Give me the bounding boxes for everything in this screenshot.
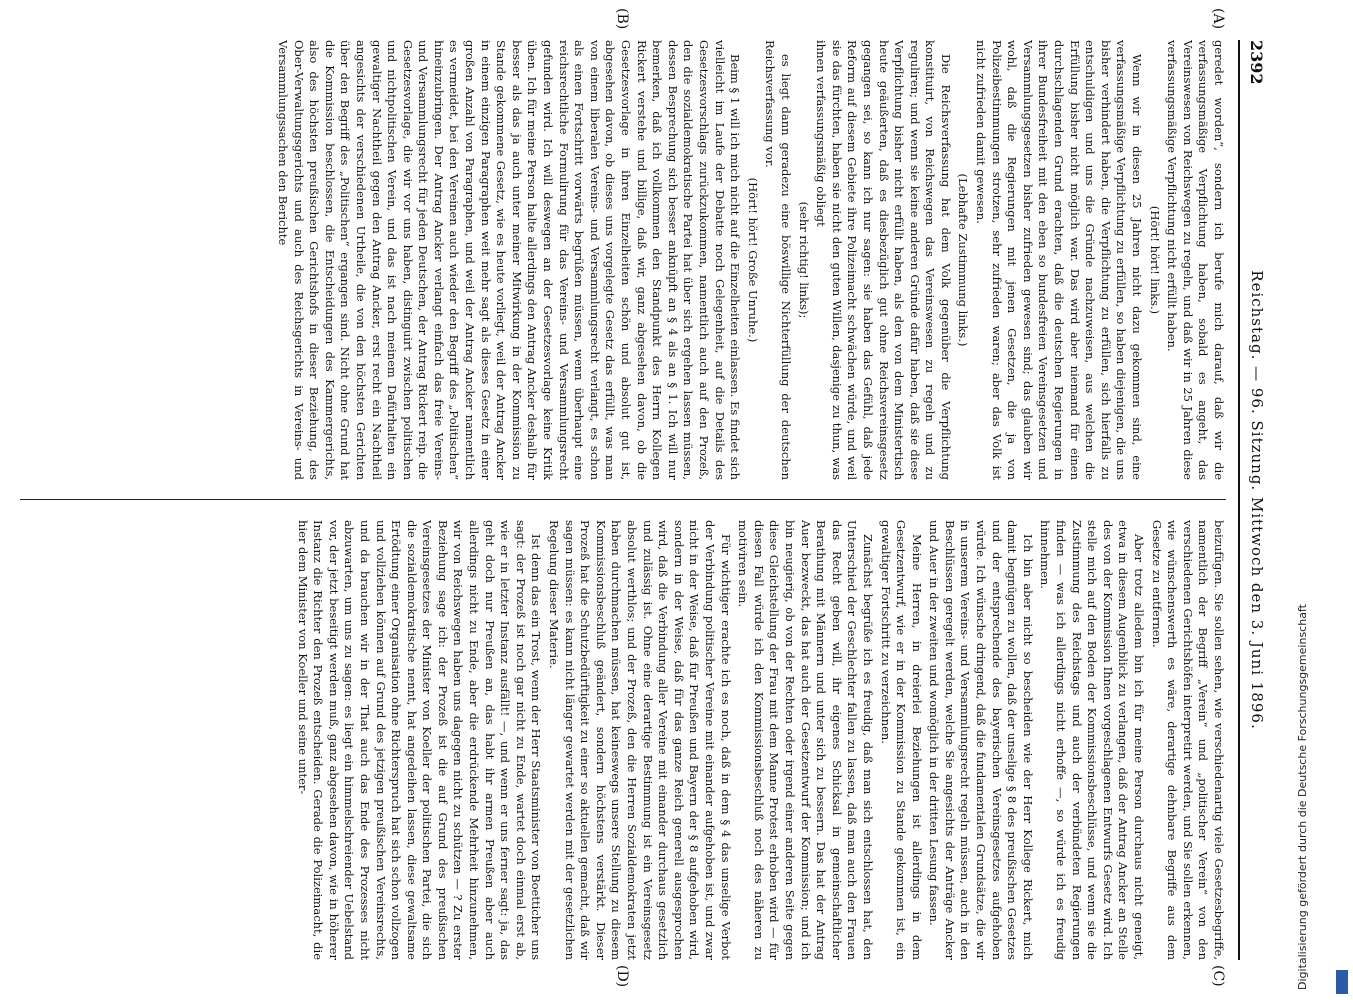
paragraph: Zunächst begrüße ich es freudig, daß man sich entschlossen hat, den Unterschied der Geschlechter fallen zu lassen, daß man auch den Frauen das Recht geben will, ihr eigenes Schicksal in gemeinschaftlicher Berathung mit Männern und unter sich zu bessern. Das hat der Antrag Auer bezweckt, das hat auch der Gesetzentwurf der Kommission; und ich bin neugierig, ob von der Rechten oder irgend einer anderen Seite gegen diese Gleichstellung der Frau mit dem Manne Protest erhoben wird — für diesen Fall würde ich den Kommissionsbeschluß noch des näheren zu motiviren sein.: [736, 520, 875, 960]
paragraph: Aber trotz alledem bin ich für meine Person durchaus nicht geneigt, etwa in diesem Augenblick zu verlangen, daß der Antrag Ancker an Stelle des von der Kommission Ihnen vorgeschlagenen Entwurfs Gesetz wird. Ich stelle mich auf den Boden der Kommissionsbeschlüsse, und wenn sie die Zustimmung des Reichstags und auch der verbündeten Regierungen finden — was ich allerdings nicht erhoffe —, so würde ich es freudig hinnehmen.: [1038, 520, 1147, 960]
page-number: 2392: [1247, 40, 1266, 85]
paragraph: beizufügen. Sie sollen sehen, wie verschiedenartig viele Gesetzesbegriffe, namentlich der Begriff „Verein“ und „politischer Verein“ von den verschiedenen Gerichtshöfen interpretirt werden, und Sie sollen erkennen, wie wünschenswerth es wäre, derartige dehnbare Begriffe aus dem Gesetze zu entfernen.: [1149, 520, 1226, 960]
paragraph: Meine Herren, in dreierlei Beziehungen ist allerdings in dem Gesetzentwurf, wie er in der Kommission zu Stande gekommen ist, ein gewaltiger Fortschritt zu verzeichnen.: [878, 520, 924, 960]
margin-marker-c: (C): [1210, 965, 1226, 987]
document-page: [20, 8, 1270, 988]
interjection: (Hört! hört! links.): [1147, 205, 1162, 315]
margin-marker-a: (A): [1210, 8, 1226, 30]
left-column: [20, 40, 1226, 480]
paragraph: Beim § 1 will ich mich nicht auf die Einzelheiten einlassen. Es findet sich vielleicht im Laufe der Debatte noch Gelegenheit, auf die Details des Gesetzesvorschlags zurückzukommen, namentlich auch auf den Prozeß, den die sozialdemokratische Partei hat über sich ergehen lassen müssen, dessen Besprechung sich besser anknüpft an § 4 als an § 1. Ich will nur bemerken, daß ich vollkommen den Standpunkt des Herrn Kollegen Rickert verstehe und billige, daß wir, ganz abgesehen davon, ob die Gesetzesvorlage in ihren Einzelheiten schön und absolut gut ist, abgesehen davon, ob dieses uns vorgelegte Gesetz das erfüllt, was man von einem liberalen Vereins- und Versammlungsrecht verlangt, es schon als einen Fortschritt vorwärts begrüßen müssen, wenn überhaupt eine reichsrechtliche Formulirung für das Vereins- und Versammlungsrecht gefunden wird. Ich will deswegen an der Gesetzesvorlage keine Kritik üben. Ich für meine Person halte allerdings den Antrag Ancker deshalb für besser als das ja auch unter meiner Mitwirkung in der Kommission zu Stande gekommene Gesetz, wie es heute vorliegt, weil der Antrag Ancker in einem einzigen Paragraphen weit mehr sagt als dieses Gesetz in einer großen Anzahl von Paragraphen, und weil der Antrag Ancker namentlich es vermeidet, bei den Vereinen auch wieder den Begriff des „Politischen“ hineinzubringen. Der Antrag Ancker verlangt einfach das freie Vereins- und Versammlungsrecht für jeden Deutschen, der Antrag Rickert reip. die Gesetzesvorlage, die wir vor uns haben, distinguirt zwischen politischen und nichtpolitischen Verein, und das ist nach meinem Dafürhalten ein gewaltiger Nachtheil gegen den Antrag Ancker, erst recht ein Nachtheil angesichts der verschiedenen Urtheile, die von den höchsten Gerichten über den Begriff des „Politischen“ ergangen sind. Nicht ohne Grund hat die Kommission beschlossen, die Entscheidungen des Kammergerichts, also des höchsten preußischen Gerichtshofs in dieser Beziehung, des Ober-Verwaltungsgerichts und auch des Reichsgerichts in Vereins- und Versammlungssachen den Berichte: [275, 40, 743, 480]
digitization-credit: [1290, 0, 1353, 1000]
right-column: [20, 520, 1226, 960]
paragraph: es liegt dann geradezu eine böswillige Nichterfüllung der deutschen Reichsverfassung vor.: [763, 40, 793, 480]
interjection: (sehr richtig! links);: [796, 201, 811, 319]
margin-marker-b: (B): [614, 8, 630, 30]
paragraph: Wenn wir in diesen 25 Jahren nicht dazu gekommen sind, eine verfassungsmäßige Verpflichtung zu erfüllen, so haben diejenigen, die uns bisher verhindert haben, die Verpflichtung zu erfüllen, sich hierfalls zu entschuldigen und uns die Gründe nachzuweisen, aus welchen die Erfüllung bisher nicht möglich war. Das wird aber niemand für einen durchschlagenden Grund erachten, daß die deutschen Regierungen in ihrer Bundesfreiheit mit den eben so bundesfreien Vereinsgesetzen und Versammlungsgesetzen bisher zufrieden gewesen sind; das glauben wir wohl, daß die Regierungen mit jenen Gesetzen, die ja von Polizeibestimmungen strotzen, sehr zufrieden waren; aber das Volk ist nicht zufrieden damit gewesen.: [974, 40, 1145, 480]
paragraph: Die Reichsverfassung hat dem Volk gegenüber die Verpflichtung konstituirt, von Reichswegen das Vereinswesen zu regeln und zu reguliren; und wenn sie keine anderen Gründe dafür haben, daß sie diese Verpflichtung bisher nicht erfüllt haben, als den von dem Ministertisch heute geäußerten, daß es diesbezüglich gut ohne Reichsvereinsgesetz gegangen sei, so kann ich nur sagen: sie haben das Gefühl, daß jede Reform auf diesem Gebiete ihre Polizeimacht schwächen würde, und weil sie das fürchten, haben sie nicht den guten Willen, dasjenige zu thun, was ihnen verfassungsmäßig obliegt: [814, 40, 953, 480]
column-divider: [20, 499, 1226, 500]
credit-text: Digitalisierung gefördert durch die Deutsche Forschungsgemeinschaft: [1296, 604, 1309, 990]
interjection: (Lebhafte Zustimmung links.): [956, 173, 971, 347]
margin-marker-d: (D): [614, 965, 630, 988]
paragraph: Ich bin aber nicht so bescheiden wie der Herr Kollege Rickert, mich damit begnügen zu wollen, daß der unselige § 8 des preußischen Gesetzes und der entsprechende des bayerischen Vereinsgesetzes aufgehoben würde. Ich wünsche dringend, daß die fundamentalen Grundsätze, die wir in unserem Vereins- und Versammlungsrecht regeln müssen, auch in den Beschlüssen geregelt werden, welche Sie angesichts der Anträge Ancker und Auer in der zweiten und womöglich in der dritten Lesung fassen.: [927, 520, 1035, 960]
running-head: Reichstag. — 96. Sitzung. Mittwoch den 3. Juni 1896.: [1248, 270, 1266, 730]
page-header: [1238, 40, 1270, 960]
paragraph: geredet worden“, sondern ich berufe mich darauf, daß wir die verfassungsmäßige Verpflichtung haben, sobald es angeht, das Vereinswesen von Reichswegen zu regeln, und daß wir in 25 Jahren diese verfassungsmäßige Verpflichtung nicht erfüllt haben.: [1165, 40, 1226, 480]
interjection: (Hört! hört! Große Unruhe.): [745, 177, 760, 343]
dfg-logo-icon: [1336, 970, 1348, 994]
paragraph: Ist denn das ein Trost, wenn der Herr Staatsminister von Boetticher uns sagt: der Prozeß ist noch gar nicht zu Ende, wartet doch einmal erst ab, wie er in letzter Instanz ausfällt! —, und wenn er uns ferner sagt: ja, das geht doch nur Preußen an, das habt ihr armen Preußen aber auch allerdings nicht zu Ende, aber die erdrückende Mehrheit hinzunehmen, wir von Reichswegen haben uns dagegen nicht zu schützen — ? Zu erster Beziehung sage ich: der Prozeß ist die auf Grund des preußischen Vereinsgesetzes der Minister von Koeller der politischen Partei, die sich die sozialdemokratische nennt, hat angedeihen lassen, diese gewaltsame Ertödtung einer Organisation ohne Richterspruch hat sich schon vollzogen und vollziehen können auf Grund des jetzigen preußischen Vereinsrechts, und da brauchen wir in der That auch das Ende des Prozesses nicht abzuwarten, um uns zu sagen: es liegt ein himmelschreiender Uebelstand vor, der jetzt beseitigt werden muß, ganz abgesehen davon, wie in höherer Instanz die Richter den Prozeß entscheiden. Gerade die Polizeimacht, die hier dem Minister von Koeller und seine unter-: [295, 520, 544, 960]
paragraph: Für wichtiger erachte ich es noch, daß in dem § 4 das unselige Verbot der Verbindung politischer Vereine mit einander aufgehoben ist, und zwar nicht in der Weise, daß für Preußen und Bayern der § 8 aufgehoben wird, sondern in der Weise, daß für das ganze Reich generell ausgesprochen wird, daß die Verbindung aller Vereine mit einander durchaus gesetzlich und zulässig ist. Ohne eine derartige Bestimmung ist ein Vereinsgesetz absolut werthlos; und der Prozeß, den die Herren Sozialdemokraten jetzt haben durchmachen müssen, hat keineswegs unsere Stellung zu diesem Kommissionsbeschluß geändert, sondern höchstens verstärkt. Dieser Prozeß hat die Schutzbedürftigkeit zu einer so aktuellen gemacht, daß wir sagen müssen: es kann nicht länger gewartet werden mit der gesetzlichen Regelung dieser Materie.: [547, 520, 733, 960]
